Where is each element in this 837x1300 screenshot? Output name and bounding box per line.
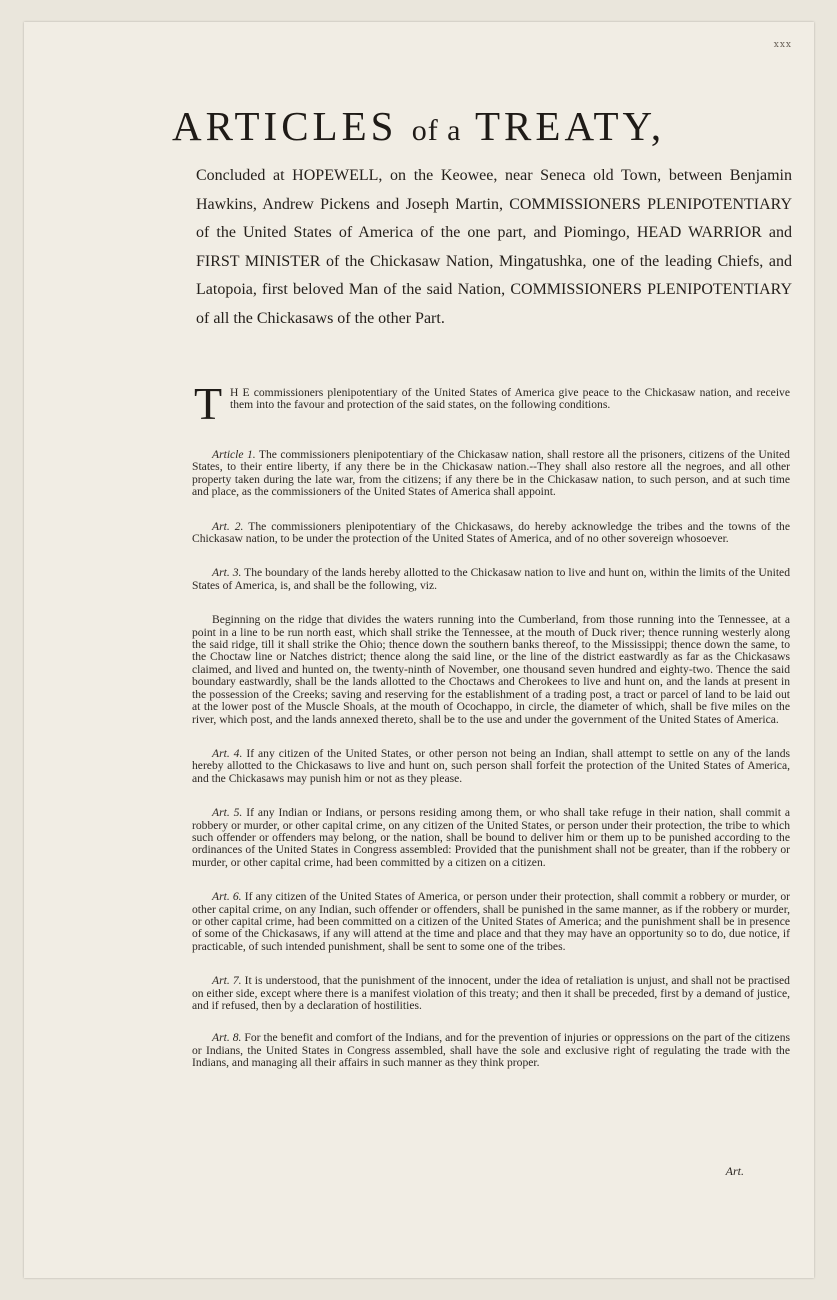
title-word-articles: ARTICLES [172,103,398,149]
article-8 [192,1032,790,1069]
treaty-page [24,22,814,1278]
article-label: Art. 2. [212,519,244,533]
article-text: The commissioners plenipotentiary of the Chickasaw nation, shall restore all the prisoners, citizens of the United States, to their entire liberty, if any there be in the Chickasaw nation.--They shall also restore all the negroes, and all other property taken during the late war, from the citizens; if any there be in the Chickasaw nation, to such person, and at such time and place, as the commissioners of the United States of America shall appoint. [192,448,790,499]
article-3-boundary [192,614,790,726]
document-title [172,102,792,150]
article-1 [192,449,790,499]
article-text: For the benefit and comfort of the Indians, and for the prevention of injuries or oppressions on the part of the citizens or Indians, the United States in Congress assembled, shall have the sole and exclusive right of regulating the trade with the Indians, and managing all their affairs in such manner as they think proper. [192,1031,791,1070]
title-word-of-a: of a [411,114,462,147]
article-2 [192,521,790,546]
article-text: The commissioners plenipotentiary of the Chickasaws, do hereby acknowledge the tribes and the towns of the Chickasaw nation, to be under the protection of the United States of America, and of no other sovereign whosoever. [192,519,790,546]
article-text: The boundary of the lands hereby allotted to the Chickasaw nation to live and hunt on, within the limits of the United States of America, is, and shall be the following, viz. [192,566,790,592]
article-text: If any Indian or Indians, or persons residing among them, or who shall take refuge in their nation, shall commit a robbery or murder, or other capital crime, on any citizen of the United States, or person under their protection, the tribe to which such offender or offenders may belong, or the nation, shall be bound to deliver him or them up to be punished according to the ordinances of the United States in Congress assembled: Provided that the punishment shall not be greater, than if the robbery or murder, or other capital crime, had been committed by a citizen on a citizen. [192,806,791,869]
article-label: Art. 4. [212,746,243,760]
title-word-treaty: TREATY, [475,103,666,149]
document-subtitle: Concluded at HOPEWELL, on the Keowee, near Seneca old Town, between Benjamin Hawkins, Andrew Pickens and Joseph Martin, COMMISSIONERS PLENIPOTENTIARY of the United States of America of the one part, and Piomingo, HEAD WARRIOR and FIRST MINISTER of the Chickasaw Nation, Mingatushka, one of the leading Chiefs, and Latopoia, first beloved Man of the said Nation, COMMISSIONERS PLENIPOTENTIARY of all the Chickasaws of the other Part. [196,167,792,327]
article-label: Art. 5. [212,806,243,820]
article-6 [192,891,790,953]
article-text: It is understood, that the punishment of the innocent, under the idea of retaliation is unjust, and shall not be practised on either side, except where there is a manifest violation of this treaty; and then it shall be preceded, first by a demand of justice, and if refused, then by a declaration of hostilities. [192,974,790,1012]
article-label: Art. 6. [212,890,242,904]
article-label: Art. 8. [212,1031,242,1045]
article-4 [192,748,790,785]
article-label: Article 1. [212,448,256,461]
intro-paragraph [192,378,790,429]
article-text: If any citizen of the United States of America, or person under their protection, shall commit a robbery or murder, or other capital crime, on any Indian, such offender or offenders, shall be punished in the same manner, as if the robbery or murder, or other capital crime, had been committed on a citizen of the United States of America; and the punishment shall be in presence of some of the Chickasaws, if any will attend at the time and place and that they may have an opportunity so to do, due notice, if practicable, of such intended punishment, shall be sent to some one of the tribes. [192,890,791,953]
article-text: If any citizen of the United States, or other person not being an Indian, shall attempt to settle on any of the lands hereby allotted to the Chickasaws to live and hunt on, such person shall forfeit the protection of the United States of America, and the Chickasaws may punish him or not as they please. [192,746,790,785]
article-7 [192,975,790,1012]
intro-text: H E commissioners plenipotentiary of the United States of America give peace to the Chickasaw nation, and receive them into the favour and protection of the said states, on the following conditions. [230,386,790,412]
drop-cap: T [194,378,223,429]
catchword: Art. [725,1164,744,1178]
article-label: Art. 3. [212,566,242,580]
folio-number: xxx [773,40,792,50]
article-3 [192,567,790,592]
article-text: Beginning on the ridge that divides the waters running into the Cumberland, from those running into the Tennessee, at a point in a line to be run north east, which shall strike the Tennessee, at the mouth of Duck river; thence running westerly along the said ridge, till it shall strike the Ohio; thence down the southern banks thereof, to the Mississippi; thence down the same, to the Choctaw line or Natches district; thence along the said line, or the line of the district eastwardly as far as the Chickasaws claimed, and lived and hunted on, the twenty-ninth of November, one thousand seven hundred and eighty-two. Thence the said boundary eastwardly, shall be the lands allotted to the Choctaws and Cherokees to live and hunt on, and the lands at present in the possession of the Creeks; saving and reserving for the establishment of a trading post, a tract or parcel of land to be laid out at the lower post of the Muscle Shoals, at the mouth of Ocochappo, in circle, the diameter of which, shall be five miles on the river, which post, and the lands annexed thereto, shall be to the use and under the government of the United States of America. [192,613,790,726]
article-5 [192,807,790,869]
article-label: Art. 7. [212,974,242,988]
treaty-body [192,378,791,1090]
